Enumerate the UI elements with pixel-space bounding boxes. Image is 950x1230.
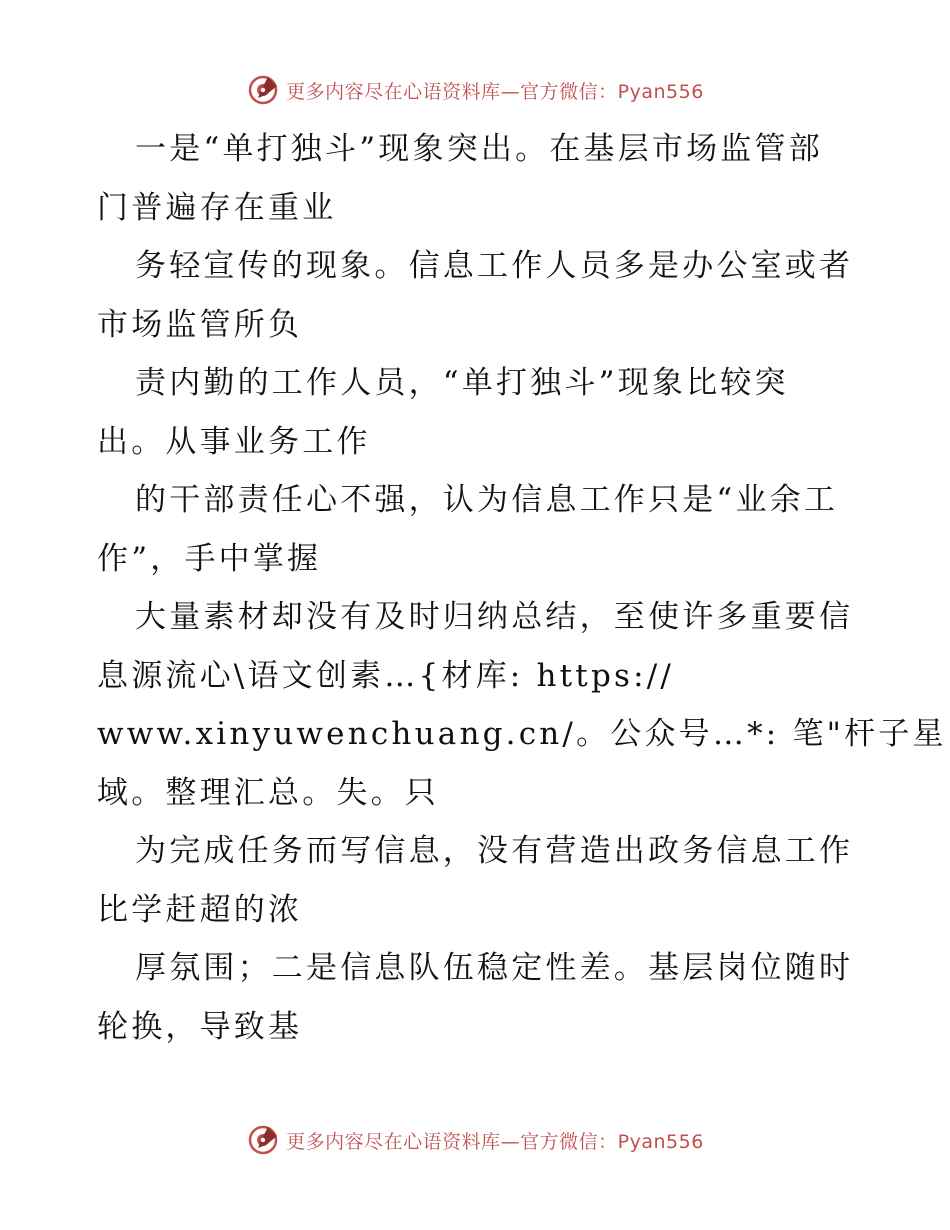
text-line: 的干部责任心不强，认为信息工作只是“业余工 [135,482,839,518]
text-line: 轮换，导致基 [97,1008,303,1045]
text-line: 比学赶超的浓 [97,891,303,928]
text-line: 作”，手中掌握 [97,540,322,577]
pen-logo-icon [246,1123,280,1157]
text-line: 务轻宣传的现象。信息工作人员多是办公室或者 [135,248,854,284]
text-line: 大量素材却没有及时归纳总结，至使许多重要信 [135,599,854,635]
text-line: 为完成任务而写信息，没有营造出政务信息工作 [135,833,854,869]
text-line: 厚氛围；二是信息队伍稳定性差。基层岗位随时 [135,950,854,986]
header-banner-text: 更多内容尽在心语资料库—官方微信：Pyan556 [286,80,704,103]
text-line: www.xinyuwenchuang.cn/。公众号…*: 笔"杆子星 [97,716,947,752]
text-line: 责内勤的工作人员，“单打独斗”现象比较突 [135,365,789,401]
text-line: 域。整理汇总。失。只 [97,774,439,811]
text-line: 门普遍存在重业 [97,189,337,226]
text-line: 市场监管所负 [97,306,303,343]
text-line: 息源流心\语文创素…{材库: https:// [97,657,675,694]
header-banner [0,70,950,110]
footer-banner-text: 更多内容尽在心语资料库—官方微信：Pyan556 [286,1130,704,1153]
footer-banner [0,1120,950,1160]
pen-logo-icon [246,73,280,107]
document-body [97,120,947,1056]
text-line: 一是“单打独斗”现象突出。在基层市场监管部 [135,131,823,167]
text-line: 出。从事业务工作 [97,423,371,460]
